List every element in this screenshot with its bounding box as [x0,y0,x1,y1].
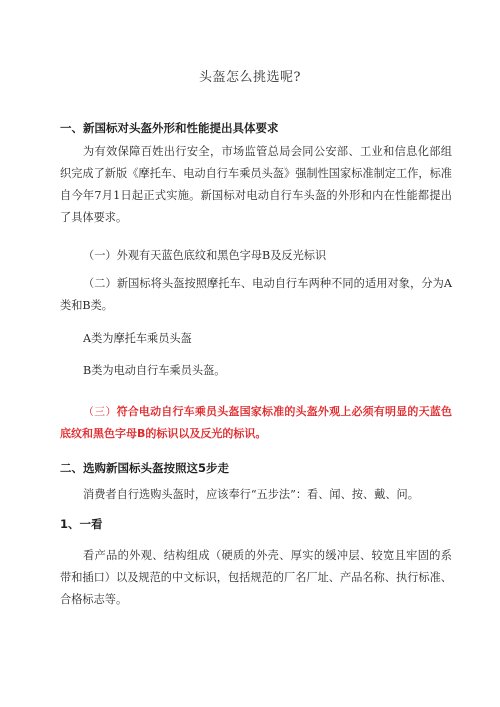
step1-heading: 1、一看 [60,517,103,531]
section2-heading: 二、选购新国标头盔按照这5步走 [60,461,229,475]
section2-intro: 消费者自行选购头盔时，应该奉行“五步法”：看、闻、按、戴、问。 [83,488,419,501]
section1-item-b: B类为电动自行车乘员头盔。 [83,364,226,377]
section1-item1: （一）外观有天蓝色底纹和黑色字母B及反光标识 [83,249,327,262]
section1-item-a: A类为摩托车乘员头盔 [83,332,192,345]
page-title: 头盔怎么挑选呢? [199,70,301,85]
step1-paragraph: 看产品的外观、结构组成（硬质的外壳、厚实的缓冲层、较宽且牢固的系带和插口）以及规范的中文标识，包括规范的厂名厂址、产品名称、执行标准、合格标志等。 [60,549,452,606]
item3-prefix: （三） [83,405,117,418]
item3-text: 符合电动自行车乘员头盔国家标准的头盔外观上必须有明显的天蓝色底纹和黑色字母B的标识以及反光的标识。 [60,405,452,440]
section1-item2: （二）新国标将头盔按照摩托车、电动自行车两种不同的适用对象，分为A类和B类。 [60,277,452,312]
section1-intro-paragraph: 为有效保障百姓出行安全，市场监管总局会同公安部、工业和信息化部组织完成了新版《摩托车、电动自行车乘员头盔》强制性国家标准制定工作，标准自今年7月1日起正式实施。新国标对电动自行车头盔的外形和内在性能都提出了具体要求。 [60,145,452,224]
section1-heading: 一、新国标对头盔外形和性能提出具体要求 [60,121,279,135]
section1-item3-highlight [60,401,452,445]
